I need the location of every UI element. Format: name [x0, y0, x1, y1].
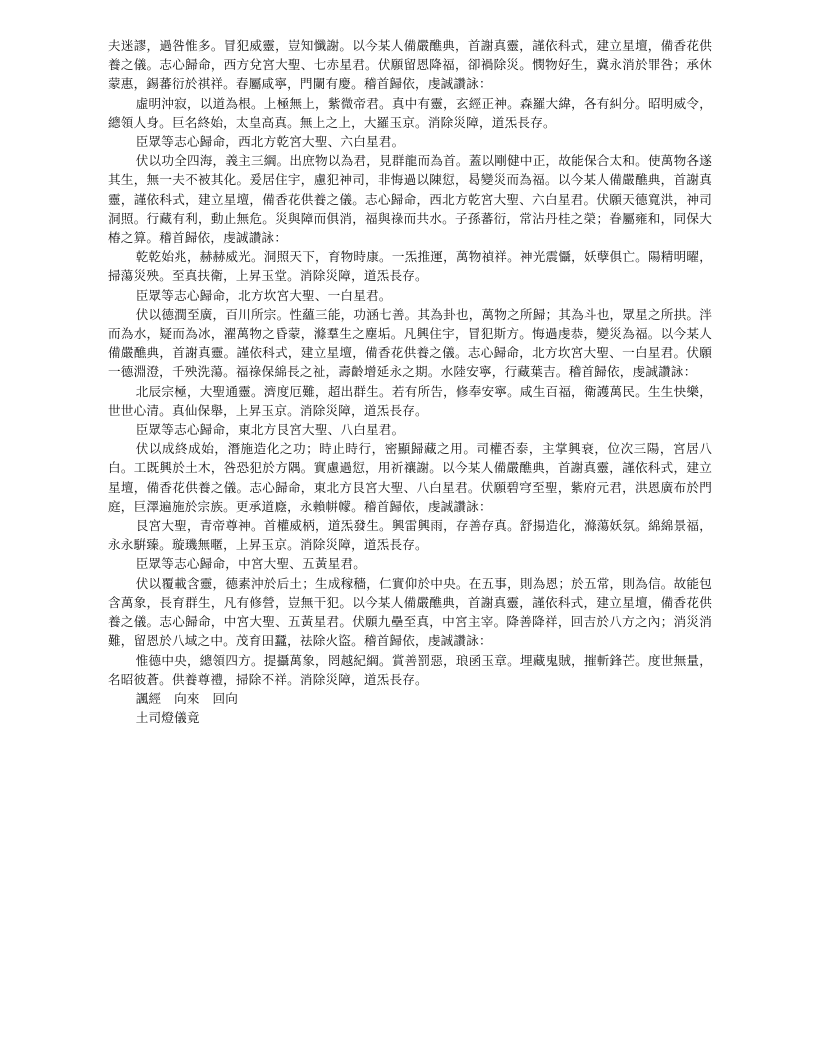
- hymn-paragraph: 乾乾始兆，赫赫威光。洞照天下，育物時康。一炁推運，萬物禎祥。神光震懾，妖孽俱亡。陽精明曜，掃蕩災殃。至真扶衛，上昇玉堂。消除災障，道炁長存。: [108, 249, 712, 284]
- paragraph: 伏以覆載含靈，德素沖於后土；生成稼穡，仁實仰於中央。在五事，則為恩；於五常，則為信。故能包含萬象，長育群生，凡有修營，豈無干犯。以今某人備嚴醮典，首謝真靈，謹依科式，建立星壇，備香花供養之儀。志心歸命，中宮大聖、五黃星君。伏願九壘至真，中宮主宰。降善降祥，回吉於八方之內；消災消難，留恩於八域之中。茂育田蠶，祛除火盜。稽首歸依，虔誠讚詠：: [108, 575, 712, 649]
- paragraph: 伏以功全四海，義主三綱。出庶物以為君，見群龍而為首。蓋以剛健中正，故能保合太和。使萬物各遂其生，無一夫不被其化。爰居住宇，慮犯神司，非悔過以陳愆，曷變災而為福。以今某人備嚴醮典，首謝真靈，謹依科式，建立星壇，備香花供養之儀。志心歸命，西北方乾宮大聖、六白星君。伏願天德寬洪，神司洞照。行藏有利，動止無危。災與障而俱消，福與祿而共水。子孫蕃衍，常沾丹桂之榮；眷屬雍和，同保大椿之算。稽首歸依，虔誠讚詠：: [108, 153, 712, 246]
- hymn-paragraph: 惟德中央，總領四方。提攝萬象，罔越紀綱。賞善罰惡，琅函玉章。埋藏鬼賊，摧斬鋒芒。度世無量，名昭彼蒼。供養尊禮，掃除不祥。消除災障，道炁長存。: [108, 652, 712, 687]
- paragraph: 伏以德潤至廣，百川所宗。性蘊三能，功涵七善。其為卦也，萬物之所歸；其為斗也，眾星之所拱。泮而為水，疑而為冰，濯萬物之昏蒙，滌羣生之塵垢。凡興住宇，冒犯斯方。悔過虔恭，變災為福。以今某人備嚴醮典，首謝真靈。謹依科式，建立星壇，備香花供養之儀。志心歸命，北方坎宮大聖、一白星君。伏願一德淵澄，千殃洗蕩。福祿保綿長之祉，壽齡增延永之期。水陸安寧，行藏葉吉。稽首歸依，虔誠讚詠：: [108, 306, 712, 380]
- end-marker: 土司燈儀竟: [135, 710, 200, 726]
- closing-line: 諷經 向來 回向: [135, 690, 239, 706]
- paragraph: 夫迷謬，過咎惟多。冒犯威靈，豈知懺謝。以今某人備嚴醮典，首謝真靈，謹依科式，建立星壇，備香花供養之儀。志心歸命，西方兌宮大聖、七赤星君。伏願留恩降福，卻禍除災。憫物好生，冀永消於罪咎；承休蒙惠，錫蕃衍於祺祥。春屬咸寧，門闌有慶。稽首歸依，虔誠讚詠：: [108, 38, 712, 92]
- invocation-line: 臣眾等志心歸命，北方坎宮大聖、一白星君。: [135, 287, 392, 303]
- hymn-paragraph: 艮宮大聖，青帝尊神。首權威柄，道炁發生。興雷興雨，存善存真。舒揚造化，滌蕩妖氛。綿綿景福，永永騈臻。璇璣無暱，上昇玉京。消除災障，道炁長存。: [108, 518, 712, 553]
- invocation-line: 臣眾等志心歸命，東北方艮宮大聖、八白星君。: [135, 422, 405, 438]
- invocation-line: 臣眾等志心歸命，中宮大聖、五黃星君。: [135, 556, 367, 572]
- invocation-line: 臣眾等志心歸命，西北方乾宮大聖、六白星君。: [135, 134, 405, 150]
- hymn-paragraph: 虛明沖寂，以道為根。上極無上，紫微帝君。真中有靈，玄經正神。森羅大緯，各有糾分。昭明威令，總領人身。巨名終始，太皇高真。無上之上，大羅玉京。消除災障，道炁長存。: [108, 95, 712, 130]
- paragraph: 伏以成終成始，潛施造化之功；時止時行，密顯歸藏之用。司權否泰，主掌興衰，位次三陽，宮居八白。工既興於土木，咎恐犯於方隅。實慮過愆，用祈禳謝。以今某人備嚴醮典，首謝真靈，謹依科式，建立星壇，備香花供養之儀。志心歸命，東北方艮宮大聖、八白星君。伏願碧穹至聖，紫府元君，洪恩廣布於門庭，巨澤遍施於宗族。更承道廕，永賴帡幪。稽首歸依，虔誠讚詠：: [108, 441, 712, 514]
- hymn-paragraph: 北辰宗極，大聖通靈。濟度厄難，超出群生。若有所告，修奉安寧。咸生百福，衛護萬民。生生快樂，世世心清。真仙保舉，上昇玉京。消除災障，道炁長存。: [108, 383, 712, 418]
- document-page: [108, 36, 712, 727]
